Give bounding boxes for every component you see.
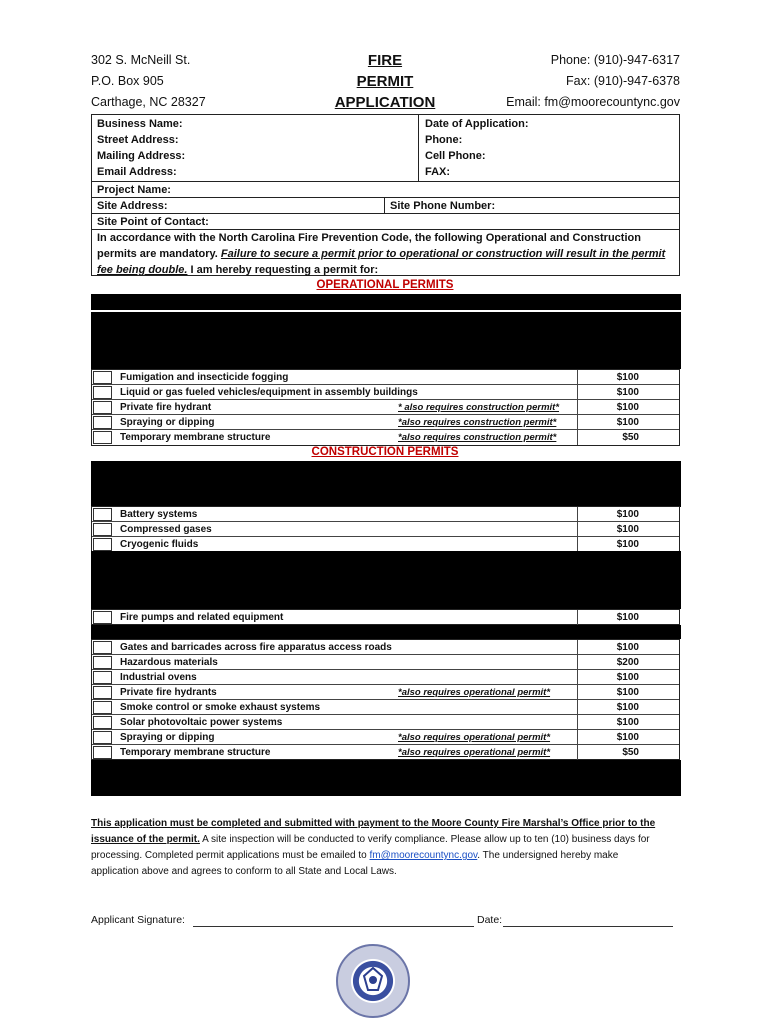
column-divider — [577, 610, 578, 625]
permit-row — [92, 670, 679, 685]
operational-permits-table — [91, 369, 680, 446]
phone-text: Phone: (910)-947-6317 — [550, 53, 680, 67]
permit-row — [92, 522, 679, 537]
column-divider — [577, 522, 578, 537]
permit-row — [92, 685, 679, 700]
permit-row — [92, 385, 679, 400]
title-line1: FIRE — [367, 52, 403, 69]
column-divider — [577, 745, 578, 760]
office-address — [91, 50, 206, 113]
permit-label: Liquid or gas fueled vehicles/equipment in assembly buildings — [120, 387, 418, 398]
construction-permits-title: CONSTRUCTION PERMITS — [311, 446, 459, 458]
column-divider — [577, 430, 578, 445]
warning-text: Failure to secure a permit prior to operational or construction will result in the permit — [220, 248, 666, 260]
fax-field[interactable]: FAX: — [425, 166, 451, 178]
permit-fee: $50 — [622, 432, 639, 443]
column-divider — [577, 507, 578, 522]
permit-checkbox[interactable] — [93, 538, 112, 551]
title-line2: PERMIT — [356, 73, 414, 90]
permit-label: Spraying or dipping — [120, 417, 215, 428]
permit-fee: $100 — [616, 732, 639, 743]
county-seal-logo — [336, 944, 410, 1018]
redacted-block — [91, 461, 681, 507]
fax-text: Fax: (910)-947-6378 — [566, 74, 680, 88]
contact-info — [470, 50, 680, 113]
column-divider — [577, 385, 578, 400]
title-line3: APPLICATION — [334, 94, 436, 111]
date-line[interactable] — [503, 926, 673, 927]
permit-note: *also requires operational permit* — [398, 687, 551, 698]
site-address-field[interactable]: Site Address: — [97, 200, 168, 212]
permit-checkbox[interactable] — [93, 731, 112, 744]
permit-note: *also requires operational permit* — [398, 732, 551, 743]
mandatory-permits-paragraph — [97, 230, 677, 278]
redacted-band — [91, 294, 681, 310]
permit-row — [92, 537, 679, 552]
permit-fee: $100 — [616, 612, 639, 623]
permit-note: *also requires construction permit* — [398, 417, 557, 428]
email-link[interactable]: fm@moorecountync.gov — [369, 850, 478, 861]
permit-row — [92, 415, 679, 430]
permit-checkbox[interactable] — [93, 716, 112, 729]
permit-label: Private fire hydrants — [120, 687, 217, 698]
permit-fee: $100 — [616, 687, 639, 698]
permit-checkbox[interactable] — [93, 523, 112, 536]
permit-row — [92, 507, 679, 522]
permit-fee: $200 — [616, 657, 639, 668]
footer-line3 — [91, 848, 681, 864]
signature-label: Applicant Signature: — [91, 914, 185, 926]
permit-checkbox[interactable] — [93, 641, 112, 654]
permit-fee: $100 — [616, 642, 639, 653]
paragraph-text: permits are mandatory. — [97, 248, 221, 260]
email-address-field[interactable]: Email Address: — [97, 166, 177, 178]
permit-row — [92, 655, 679, 670]
permit-checkbox[interactable] — [93, 686, 112, 699]
business-name-field[interactable]: Business Name: — [97, 118, 183, 130]
address-line1: 302 S. McNeill St. — [91, 53, 191, 67]
permit-checkbox[interactable] — [93, 656, 112, 669]
permit-label: Solar photovoltaic power systems — [120, 717, 283, 728]
permit-checkbox[interactable] — [93, 386, 112, 399]
permit-note: * also requires construction permit* — [398, 402, 560, 413]
permit-fee: $100 — [616, 372, 639, 383]
permit-checkbox[interactable] — [93, 371, 112, 384]
cell-phone-field[interactable]: Cell Phone: — [425, 150, 486, 162]
column-divider — [577, 685, 578, 700]
site-contact-field[interactable]: Site Point of Contact: — [97, 216, 209, 228]
construction-permits-table-3 — [91, 639, 680, 760]
footer-text: . The undersigned hereby make — [477, 850, 619, 861]
column-divider — [577, 730, 578, 745]
permit-checkbox[interactable] — [93, 611, 112, 624]
column-divider — [577, 640, 578, 655]
permit-label: Hazardous materials — [120, 657, 218, 668]
permit-checkbox[interactable] — [93, 701, 112, 714]
operational-permits-title: OPERATIONAL PERMITS — [316, 279, 454, 291]
permit-row — [92, 730, 679, 745]
signature-line[interactable] — [193, 926, 474, 927]
site-phone-field[interactable]: Site Phone Number: — [390, 200, 496, 212]
permit-row — [92, 700, 679, 715]
permit-row — [92, 370, 679, 385]
footer-line4: application above and agrees to conform to all State and Local Laws. — [91, 866, 397, 877]
column-divider — [577, 370, 578, 385]
redacted-band — [91, 625, 681, 639]
construction-permits-table-2 — [91, 609, 680, 625]
permit-row — [92, 610, 679, 625]
permit-checkbox[interactable] — [93, 401, 112, 414]
warning-text-end: fee being double. — [97, 264, 188, 276]
permit-label: Gates and barricades across fire apparatus access roads — [120, 642, 392, 653]
permit-checkbox[interactable] — [93, 431, 112, 444]
permit-label: Temporary membrane structure — [120, 747, 271, 758]
column-divider — [577, 415, 578, 430]
email-text: Email: fm@moorecountync.gov — [506, 95, 680, 109]
permit-label: Temporary membrane structure — [120, 432, 271, 443]
permit-label: Compressed gases — [120, 524, 212, 535]
footer-bold-end: issuance of the permit. — [91, 834, 200, 845]
phone-field[interactable]: Phone: — [425, 134, 463, 146]
column-divider — [577, 700, 578, 715]
column-divider — [577, 715, 578, 730]
permit-fee: $100 — [616, 539, 639, 550]
permit-label: Spraying or dipping — [120, 732, 215, 743]
date-of-application-field[interactable]: Date of Application: — [425, 118, 529, 130]
permit-fee: $50 — [622, 747, 639, 758]
permit-checkbox[interactable] — [93, 671, 112, 684]
footer-line1: This application must be completed and submitted with payment to the Moore County Fire Marshal’s Office prior to the — [91, 818, 656, 829]
column-divider — [577, 655, 578, 670]
permit-fee: $100 — [616, 672, 639, 683]
permit-label: Private fire hydrant — [120, 402, 212, 413]
mailing-address-field[interactable]: Mailing Address: — [97, 150, 186, 162]
column-divider — [577, 537, 578, 552]
permit-row — [92, 430, 679, 445]
permit-fee: $100 — [616, 402, 639, 413]
applicant-info-box — [91, 114, 680, 276]
submission-instructions — [91, 816, 681, 880]
permit-label: Battery systems — [120, 509, 198, 520]
permit-fee: $100 — [616, 524, 639, 535]
permit-note: *also requires construction permit* — [398, 432, 557, 443]
paragraph-line2 — [97, 246, 677, 262]
column-divider — [577, 670, 578, 685]
permit-fee: $100 — [616, 509, 639, 520]
permit-row — [92, 715, 679, 730]
permit-note: *also requires operational permit* — [398, 747, 551, 758]
permit-label: Fire pumps and related equipment — [120, 612, 284, 623]
paragraph-line3 — [97, 262, 677, 278]
footer-text: A site inspection will be conducted to verify compliance. Please allow up to ten (10) business days for — [199, 834, 650, 845]
permit-row — [92, 400, 679, 415]
permit-row — [92, 640, 679, 655]
permit-fee: $100 — [616, 387, 639, 398]
permit-fee: $100 — [616, 717, 639, 728]
address-line3: Carthage, NC 28327 — [91, 95, 206, 109]
project-name-field[interactable]: Project Name: — [97, 184, 171, 196]
request-text: I am hereby requesting a permit for: — [187, 264, 379, 276]
footer-text: processing. Completed permit applications must be emailed to — [91, 850, 370, 861]
permit-checkbox[interactable] — [93, 416, 112, 429]
permit-label: Cryogenic fluids — [120, 539, 199, 550]
permit-label: Fumigation and insecticide fogging — [120, 372, 289, 383]
form-title — [325, 50, 445, 113]
permit-fee: $100 — [616, 702, 639, 713]
permit-checkbox[interactable] — [93, 746, 112, 759]
date-label: Date: — [477, 914, 503, 926]
permit-checkbox[interactable] — [93, 508, 112, 521]
permit-label: Smoke control or smoke exhaust systems — [120, 702, 321, 713]
construction-permits-table-1 — [91, 506, 680, 552]
permit-row — [92, 745, 679, 760]
street-address-field[interactable]: Street Address: — [97, 134, 179, 146]
redacted-block — [91, 551, 681, 609]
redacted-block — [91, 312, 681, 369]
paragraph-line1: In accordance with the North Carolina Fire Prevention Code, the following Operational and Construction — [97, 232, 641, 244]
permit-label: Industrial ovens — [120, 672, 197, 683]
redacted-block — [91, 760, 681, 796]
column-divider — [577, 400, 578, 415]
footer-line2 — [91, 832, 681, 848]
permit-fee: $100 — [616, 417, 639, 428]
address-line2: P.O. Box 905 — [91, 74, 164, 88]
